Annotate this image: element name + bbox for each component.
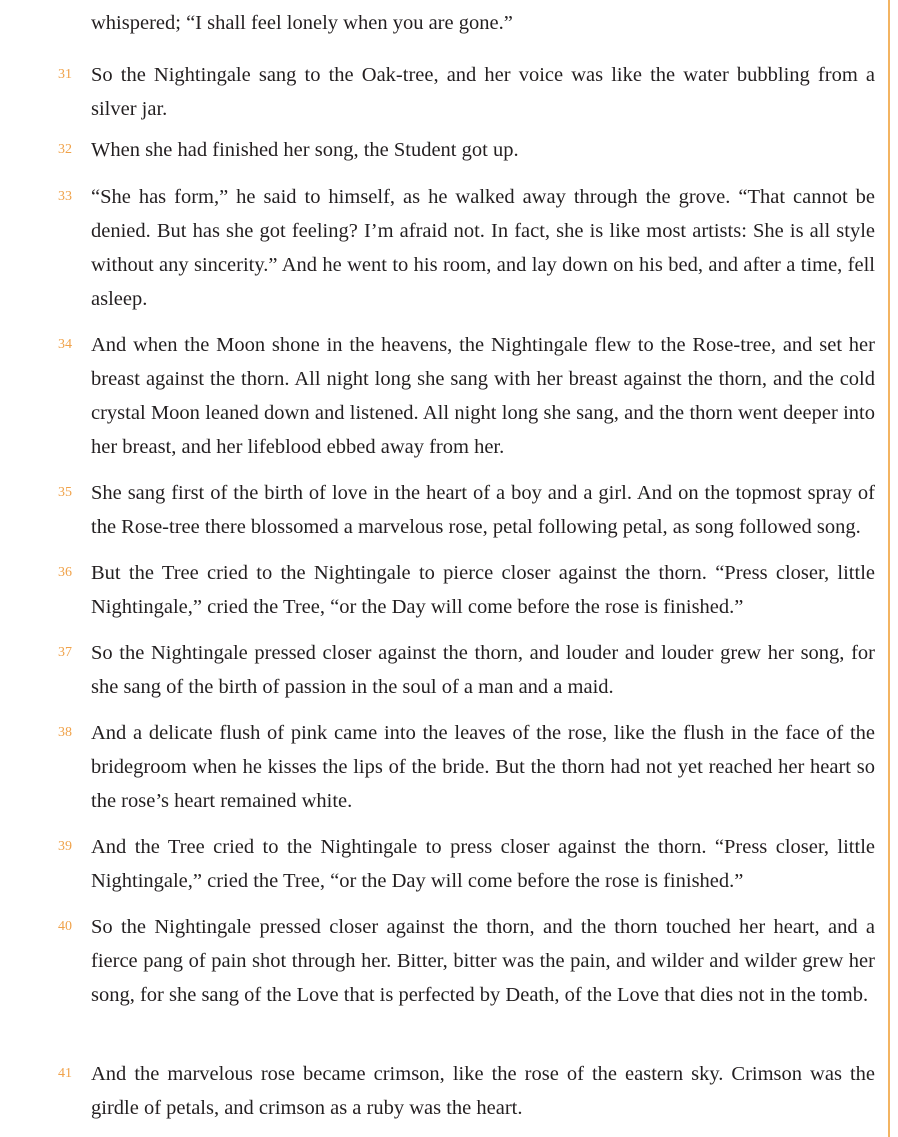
paragraph-text: When she had finished her song, the Student got up. <box>91 139 519 161</box>
paragraph-number: 33 <box>58 189 72 204</box>
paragraph-34 <box>91 328 875 464</box>
paragraph-37 <box>91 636 875 704</box>
paragraph-text: And the marvelous rose became crimson, like the rose of the eastern sky. Crimson was the girdle of petals, and crimson as a ruby was the heart. <box>91 1063 875 1119</box>
paragraph-36 <box>91 556 875 624</box>
paragraph-number: 34 <box>58 337 72 352</box>
paragraph-continued <box>91 6 875 40</box>
paragraph-text: And the Tree cried to the Nightingale to press closer against the thorn. “Press closer, little Nightingale,” cried the Tree, “or the Day will come before the rose is finished.” <box>91 836 875 892</box>
paragraph-text: And a delicate flush of pink came into the leaves of the rose, like the flush in the face of the bridegroom when he kisses the lips of the bride. But the thorn had not yet reached her heart so the rose’s heart remained white. <box>91 722 875 812</box>
paragraph-number: 39 <box>58 839 72 854</box>
paragraph-text: She sang first of the birth of love in the heart of a boy and a girl. And on the topmost spray of the Rose-tree there blossomed a marvelous rose, petal following petal, as song followed song. <box>91 482 875 538</box>
paragraph-text: But the Tree cried to the Nightingale to pierce closer against the thorn. “Press closer, little Nightingale,” cried the Tree, “or the Day will come before the rose is finished.” <box>91 562 875 618</box>
paragraph-text: So the Nightingale pressed closer against the thorn, and louder and louder grew her song, for she sang of the birth of passion in the soul of a man and a maid. <box>91 642 875 698</box>
paragraph-number: 38 <box>58 725 72 740</box>
paragraph-39 <box>91 830 875 898</box>
paragraph-number: 35 <box>58 485 72 500</box>
paragraph-41 <box>91 1057 875 1125</box>
paragraph-number: 36 <box>58 565 72 580</box>
paragraph-35 <box>91 476 875 544</box>
paragraph-number: 32 <box>58 142 72 157</box>
paragraph-text: So the Nightingale pressed closer against the thorn, and the thorn touched her heart, and a fierce pang of pain shot through her. Bitter, bitter was the pain, and wilder and wilder grew her song, for she sang of the Love that is perfected by Death, of the Love that dies not in the tomb. <box>91 916 875 1006</box>
paragraph-32 <box>91 133 875 167</box>
paragraph-40 <box>91 910 875 1012</box>
paragraph-number: 37 <box>58 645 72 660</box>
paragraph-33 <box>91 180 875 316</box>
paragraph-number: 40 <box>58 919 72 934</box>
paragraph-38 <box>91 716 875 818</box>
paragraph-text: So the Nightingale sang to the Oak-tree, and her voice was like the water bubbling from a silver jar. <box>91 64 875 120</box>
paragraph-31 <box>91 58 875 126</box>
paragraph-number: 31 <box>58 67 72 82</box>
paragraph-number: 41 <box>58 1066 72 1081</box>
paragraph-text: “She has form,” he said to himself, as he walked away through the grove. “That cannot be denied. But has she got feeling? I’m afraid not. In fact, she is like most artists: She is all style without any sincerity.” And he went to his room, and lay down on his bed, and after a time, fell asleep. <box>91 186 875 310</box>
paragraph-text: whispered; “I shall feel lonely when you are gone.” <box>91 12 513 34</box>
paragraph-text: And when the Moon shone in the heavens, the Nightingale flew to the Rose-tree, and set her breast against the thorn. All night long she sang with her breast against the thorn, and the cold crystal Moon leaned down and listened. All night long she sang, and the thorn went deeper into her breast, and her lifeblood ebbed away from her. <box>91 334 875 458</box>
